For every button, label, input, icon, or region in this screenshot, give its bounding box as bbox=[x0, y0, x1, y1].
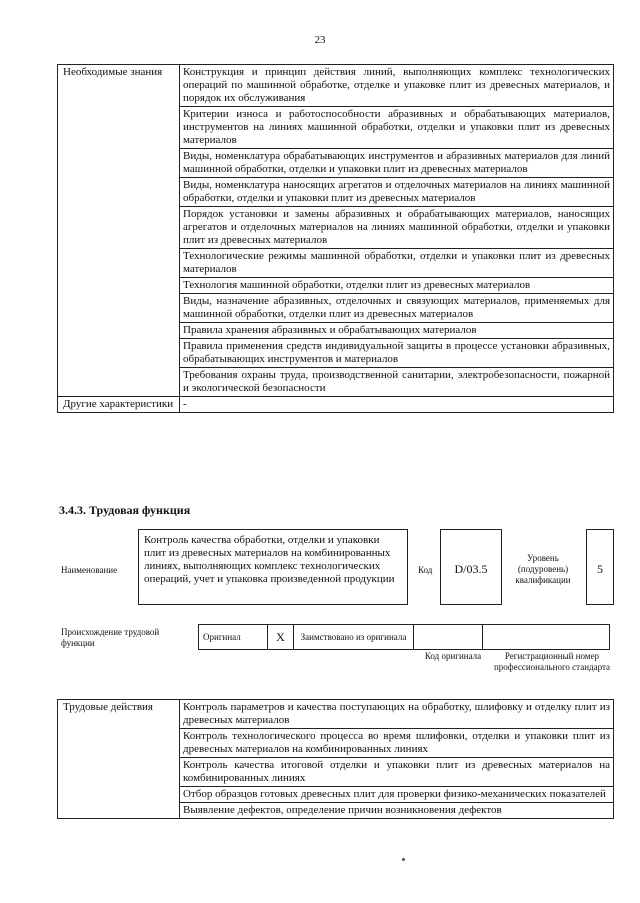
actions-table bbox=[57, 699, 614, 819]
actions-label: Трудовые действия bbox=[58, 700, 180, 819]
level-label: Уровень (подуровень) квалификации bbox=[515, 553, 571, 585]
knowledge-item: Виды, номенклатура обрабатывающих инструментов и абразивных материалов для линий машинной обработки, отделки и упаковки плит из древесных материалов bbox=[180, 149, 614, 178]
action-item: Выявление дефектов, определение причин возникновения дефектов bbox=[180, 803, 614, 819]
reg-number-cell bbox=[483, 625, 610, 650]
knowledge-item: Виды, номенклатура наносящих агрегатов и отделочных материалов на линиях машинной обработки, отделки и упаковки плит из древесных материалов bbox=[180, 178, 614, 207]
other-characteristics-value: - bbox=[180, 397, 614, 413]
knowledge-item: Критерии износа и работоспособности абразивных и обрабатывающих материалов, инструментов на линиях машинной обработки, отделки и упаковки плит из древесных материалов bbox=[180, 107, 614, 149]
code-original-label: Код оригинала bbox=[424, 651, 482, 661]
knowledge-label: Необходимые знания bbox=[58, 65, 180, 397]
reg-number-label: Регистрационный номер профессионального стандарта bbox=[493, 651, 611, 672]
knowledge-item: Порядок установки и замены абразивных и обрабатывающих материалов, наносящих агрегатов и отделочных материалов на линиях машинной обработки, отделки и упаковки плит из древесных материалов bbox=[180, 207, 614, 249]
function-name: Контроль качества обработки, отделки и упаковки плит из древесных материалов на комбинированных линиях, выполняющих комплекс технологических операций, учет и упаковка произведенной продукции bbox=[138, 529, 408, 605]
code-label: Код bbox=[418, 565, 433, 575]
knowledge-item: Конструкция и принцип действия линий, выполняющих комплекс технологических операций по машинной обработке, отделке и упаковке плит из древесных материалов, и порядок их обслуживания bbox=[180, 65, 614, 107]
other-characteristics-label: Другие характеристики bbox=[58, 397, 180, 413]
borrowed-label: Заимствовано из оригинала bbox=[294, 625, 414, 650]
knowledge-item: Виды, назначение абразивных, отделочных и связующих материалов, применяемых для машинной обработки, отделки плит из древесных материалов bbox=[180, 294, 614, 323]
action-item: Отбор образцов готовых древесных плит для проверки физико-механических показателей bbox=[180, 787, 614, 803]
name-label: Наименование bbox=[61, 565, 118, 575]
action-item: Контроль параметров и качества поступающих на обработку, шлифовку и отделку плит из древесных материалов bbox=[180, 700, 614, 729]
original-label: Оригинал bbox=[199, 625, 268, 650]
level-value: 5 bbox=[586, 529, 614, 605]
original-code-cell bbox=[414, 625, 483, 650]
original-mark: X bbox=[268, 625, 294, 650]
knowledge-item: Правила применения средств индивидуальной защиты в процессе установки абразивных, обрабатывающих инструментов и материалов bbox=[180, 339, 614, 368]
knowledge-item: Правила хранения абразивных и обрабатывающих материалов bbox=[180, 323, 614, 339]
knowledge-item: Технология машинной обработки, отделки плит из древесных материалов bbox=[180, 278, 614, 294]
page-number: 23 bbox=[314, 34, 326, 46]
knowledge-item: Технологические режимы машинной обработки, отделки и упаковки плит из древесных материалов bbox=[180, 249, 614, 278]
scan-dot bbox=[402, 858, 405, 861]
section-title: 3.4.3. Трудовая функция bbox=[59, 503, 191, 517]
action-item: Контроль качества итоговой отделки и упаковки плит из древесных материалов на комбинированных линиях bbox=[180, 758, 614, 787]
origin-label: Происхождение трудовой функции bbox=[61, 627, 160, 648]
knowledge-item: Требования охраны труда, производственной санитарии, электробезопасности, пожарной и экологической безопасности bbox=[180, 368, 614, 397]
origin-table bbox=[198, 624, 610, 650]
action-item: Контроль технологического процесса во время шлифовки, отделки и упаковки плит из древесных материалов на комбинированных линиях bbox=[180, 729, 614, 758]
knowledge-table bbox=[57, 64, 614, 413]
function-code: D/03.5 bbox=[440, 529, 502, 605]
